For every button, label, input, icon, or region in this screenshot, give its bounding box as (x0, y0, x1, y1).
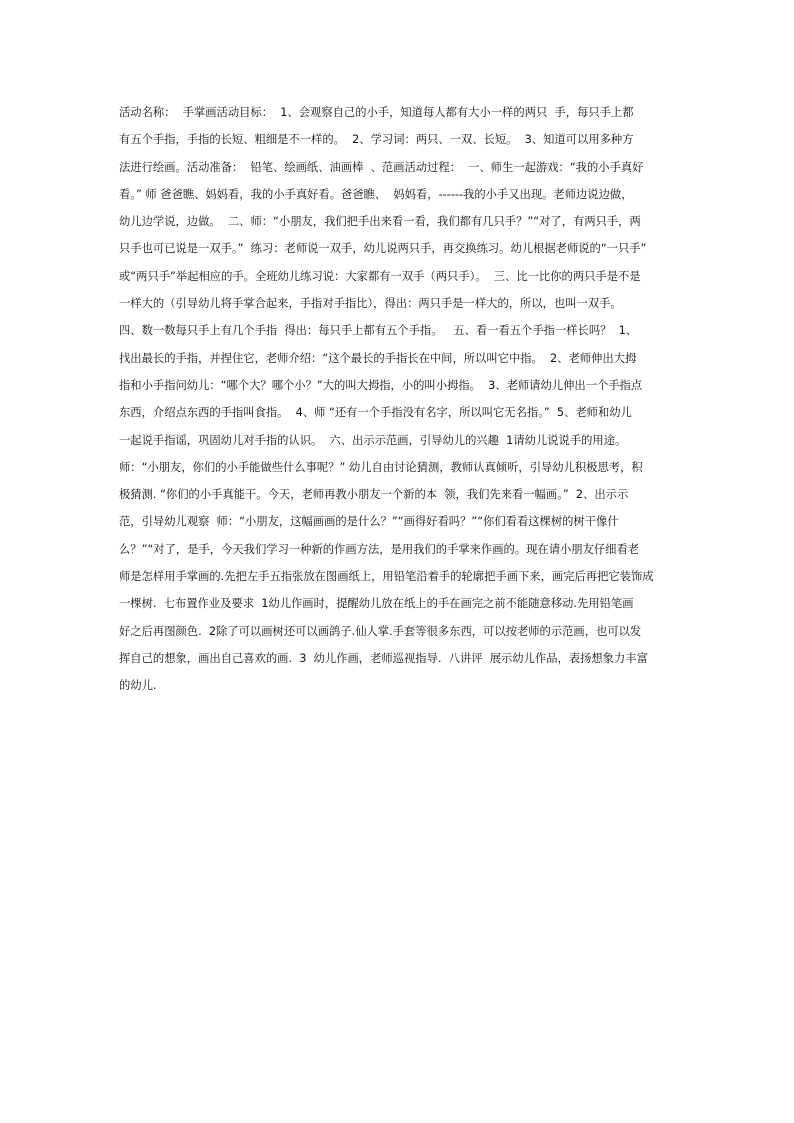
text-line-14: 师：“小朋友，你们的小手能做些什么事呢？” 幼儿自由讨论猜测，教师认真倾听，引导幼儿积极思考，积 (119, 460, 643, 474)
text-line-17: 么？”“对了，是手，今天我们学习一种新的作画方法，是用我们的手掌来作画的。现在请小朋友仔细看老 (119, 542, 640, 556)
text-line-22: 的幼儿. (119, 679, 157, 693)
text-line-16: 范，引导幼儿观察 师：“小朋友，这幅画画的是什么？”“画得好看吗？”“你们看看这棵树的树干像什 (119, 515, 619, 529)
text-line-3: 法进行绘画。活动准备： 铅笔、绘画纸、油画棒 、范画活动过程： 一、师生一起游戏：“我的小手真好 (119, 160, 644, 174)
text-line-1: 活动名称： 手掌画活动目标： 1、会观察自己的小手，知道每人都有大小一样的两只 手，每只手上都 (119, 106, 634, 119)
text-line-10: 找出最长的手指，并捏住它，老师介绍：“这个最长的手指长在中间，所以叫它中指。 2、老师伸出大拇 (119, 351, 637, 365)
text-line-21: 挥自己的想象，画出自己喜欢的画. 3 幼儿作画，老师巡视指导. 八讲评 展示幼儿作品，表扬想象力丰富 (119, 651, 648, 665)
text-line-4: 看。” 师 爸爸瞧、妈妈看，我的小手真好看。爸爸瞧、 妈妈看，------我的小手又出现。老师边说边做， (119, 187, 633, 201)
text-line-19: 一棵树. 七布置作业及要求 1幼儿作画时，提醒幼儿放在纸上的手在画完之前不能随意移动.先用铅笔画 (119, 597, 634, 611)
text-line-18: 师是怎样用手掌画的.先把左手五指张放在图画纸上，用铅笔沿着手的轮廓把手画下来，画完后再把它装饰成 (119, 570, 654, 584)
text-line-5: 幼儿边学说，边做。 二、师：“小朋友，我们把手出来看一看，我们都有几只手？”“对了，有两只手，两 (119, 215, 641, 229)
text-line-12: 东西，介绍点东西的手指叫食指。 4、师 “还有一个手指没有名字，所以叫它无名指。” 5、老师和幼儿 (119, 406, 632, 420)
text-line-11: 指和小手指问幼儿：“哪个大？哪个小？”大的叫大拇指，小的叫小拇指。 3、老师请幼儿伸出一个手指点 (119, 378, 643, 392)
text-line-20: 好之后再图颜色. 2除了可以画树还可以画鸽子.仙人掌.手套等很多东西，可以按老师的示范画，也可以发 (119, 624, 642, 638)
text-line-2: 有五个手指，手指的长短、粗细是不一样的。 2、学习词：两只、一双、长短。 3、知道可以用多种方 (119, 133, 634, 147)
text-line-13: 一起说手指谣，巩固幼儿对手指的认识。 六、出示示范画，引导幼儿的兴趣 1请幼儿说说手的用途。 (119, 433, 627, 447)
lesson-plan-text (119, 99, 679, 700)
text-line-15: 极猜测. “你们的小手真能干。今天，老师再教小朋友一个新的本 领，我们先来看一幅画。” 2、出示示 (119, 488, 629, 502)
text-line-8: 一样大的（引导幼儿将手掌合起来，手指对手指比），得出：两只手是一样大的，所以，也叫一双手。 (119, 297, 622, 311)
text-line-7: 或“两只手”举起相应的手。全班幼儿练习说：大家都有一双手（两只手）。 三、比一比你的两只手是不是 (119, 269, 641, 283)
text-line-6: 只手也可已说是一双手。” 练习：老师说一双手，幼儿说两只手，再交换练习。幼儿根据老师说的“一只手” (119, 242, 647, 256)
text-line-9: 四、数一数每只手上有几个手指 得出：每只手上都有五个手指。 五、看一看五个手指一样长吗？ 1、 (119, 324, 638, 338)
